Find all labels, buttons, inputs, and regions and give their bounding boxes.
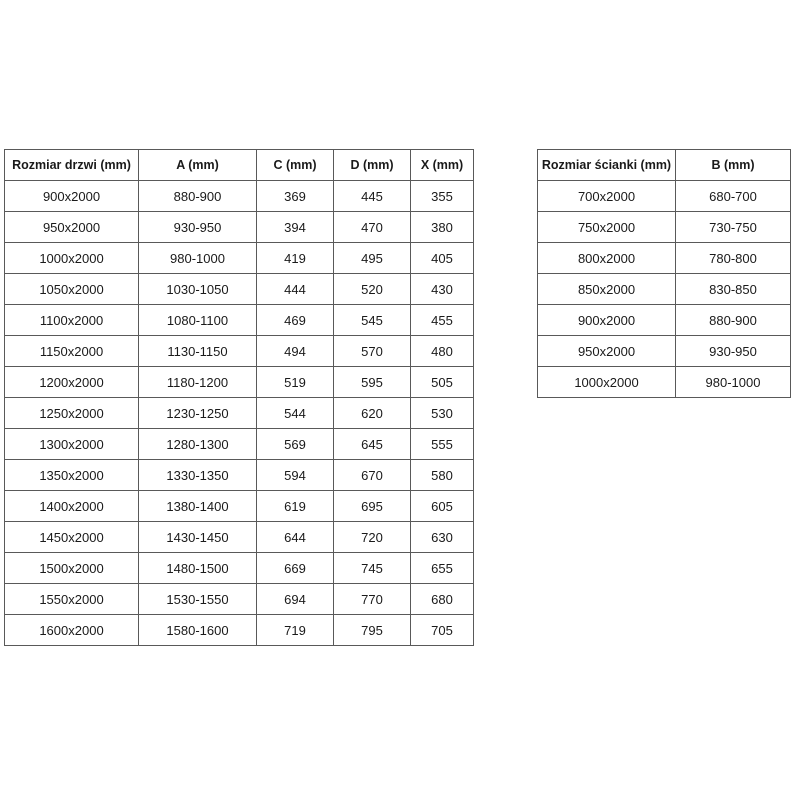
table-cell: 545 [334,305,411,336]
table-cell: 880-900 [139,181,257,212]
table-row [538,212,791,243]
table-cell: 745 [334,553,411,584]
table-cell: 380 [411,212,474,243]
table-cell: 655 [411,553,474,584]
column-header: C (mm) [257,150,334,181]
table-cell: 680-700 [676,181,791,212]
table-cell: 1280-1300 [139,429,257,460]
table-cell: 1500x2000 [5,553,139,584]
table-cell: 950x2000 [538,336,676,367]
header-row [5,150,474,181]
table-cell: 1330-1350 [139,460,257,491]
table-cell: 1050x2000 [5,274,139,305]
table-cell: 720 [334,522,411,553]
table-cell: 1350x2000 [5,460,139,491]
table-cell: 1580-1600 [139,615,257,646]
table-cell: 1250x2000 [5,398,139,429]
table-cell: 700x2000 [538,181,676,212]
table-cell: 580 [411,460,474,491]
table-cell: 520 [334,274,411,305]
table-cell: 445 [334,181,411,212]
table-cell: 645 [334,429,411,460]
table-cell: 705 [411,615,474,646]
table-cell: 620 [334,398,411,429]
table-row [538,181,791,212]
table-cell: 1480-1500 [139,553,257,584]
table-cell: 730-750 [676,212,791,243]
table-row [538,274,791,305]
column-header: B (mm) [676,150,791,181]
table-cell: 1180-1200 [139,367,257,398]
table-cell: 355 [411,181,474,212]
table-cell: 1530-1550 [139,584,257,615]
table-cell: 1150x2000 [5,336,139,367]
table-cell: 570 [334,336,411,367]
table-cell: 530 [411,398,474,429]
table-cell: 719 [257,615,334,646]
table-cell: 695 [334,491,411,522]
table-cell: 1200x2000 [5,367,139,398]
table-cell: 900x2000 [5,181,139,212]
table-cell: 1430-1450 [139,522,257,553]
table-cell: 630 [411,522,474,553]
table-row [5,522,474,553]
table-cell: 795 [334,615,411,646]
table-cell: 750x2000 [538,212,676,243]
table-row [538,243,791,274]
table-row [5,491,474,522]
table-cell: 455 [411,305,474,336]
table-cell: 519 [257,367,334,398]
table-cell: 495 [334,243,411,274]
table-cell: 780-800 [676,243,791,274]
table-row [5,398,474,429]
table-row [5,181,474,212]
table-cell: 595 [334,367,411,398]
table-cell: 430 [411,274,474,305]
table-cell: 1000x2000 [538,367,676,398]
table-cell: 880-900 [676,305,791,336]
table-cell: 605 [411,491,474,522]
table-cell: 1230-1250 [139,398,257,429]
table-cell: 850x2000 [538,274,676,305]
table-cell: 980-1000 [676,367,791,398]
table-row [5,305,474,336]
table-cell: 900x2000 [538,305,676,336]
column-header: X (mm) [411,150,474,181]
table-cell: 770 [334,584,411,615]
table-cell: 980-1000 [139,243,257,274]
table-cell: 930-950 [676,336,791,367]
table-cell: 544 [257,398,334,429]
table-cell: 680 [411,584,474,615]
table-cell: 619 [257,491,334,522]
table-row [5,553,474,584]
table-row [538,367,791,398]
table-row [5,243,474,274]
table-row [538,336,791,367]
table-cell: 1550x2000 [5,584,139,615]
table-cell: 669 [257,553,334,584]
table-cell: 1030-1050 [139,274,257,305]
door-sizes-table [4,149,474,646]
table-cell: 394 [257,212,334,243]
table-row [5,212,474,243]
table-cell: 594 [257,460,334,491]
table-cell: 694 [257,584,334,615]
table-row [5,584,474,615]
table-cell: 670 [334,460,411,491]
table-cell: 470 [334,212,411,243]
table-cell: 1080-1100 [139,305,257,336]
table-cell: 1100x2000 [5,305,139,336]
table-row [5,336,474,367]
table-cell: 1380-1400 [139,491,257,522]
table-cell: 480 [411,336,474,367]
table-row [5,460,474,491]
table-cell: 569 [257,429,334,460]
table-cell: 469 [257,305,334,336]
wall-sizes-table [537,149,791,398]
table-cell: 505 [411,367,474,398]
column-header: Rozmiar ścianki (mm) [538,150,676,181]
table-cell: 1130-1150 [139,336,257,367]
table-cell: 419 [257,243,334,274]
table-row [538,305,791,336]
table-row [5,367,474,398]
column-header: D (mm) [334,150,411,181]
table-cell: 1450x2000 [5,522,139,553]
table-cell: 1000x2000 [5,243,139,274]
table-cell: 800x2000 [538,243,676,274]
table-cell: 405 [411,243,474,274]
table-cell: 369 [257,181,334,212]
column-header: A (mm) [139,150,257,181]
table-row [5,615,474,646]
header-row [538,150,791,181]
table-cell: 830-850 [676,274,791,305]
table-cell: 1400x2000 [5,491,139,522]
table-cell: 950x2000 [5,212,139,243]
table-cell: 494 [257,336,334,367]
table-cell: 644 [257,522,334,553]
table-cell: 555 [411,429,474,460]
table-cell: 444 [257,274,334,305]
table-cell: 1300x2000 [5,429,139,460]
column-header: Rozmiar drzwi (mm) [5,150,139,181]
table-cell: 1600x2000 [5,615,139,646]
table-row [5,274,474,305]
table-cell: 930-950 [139,212,257,243]
table-row [5,429,474,460]
